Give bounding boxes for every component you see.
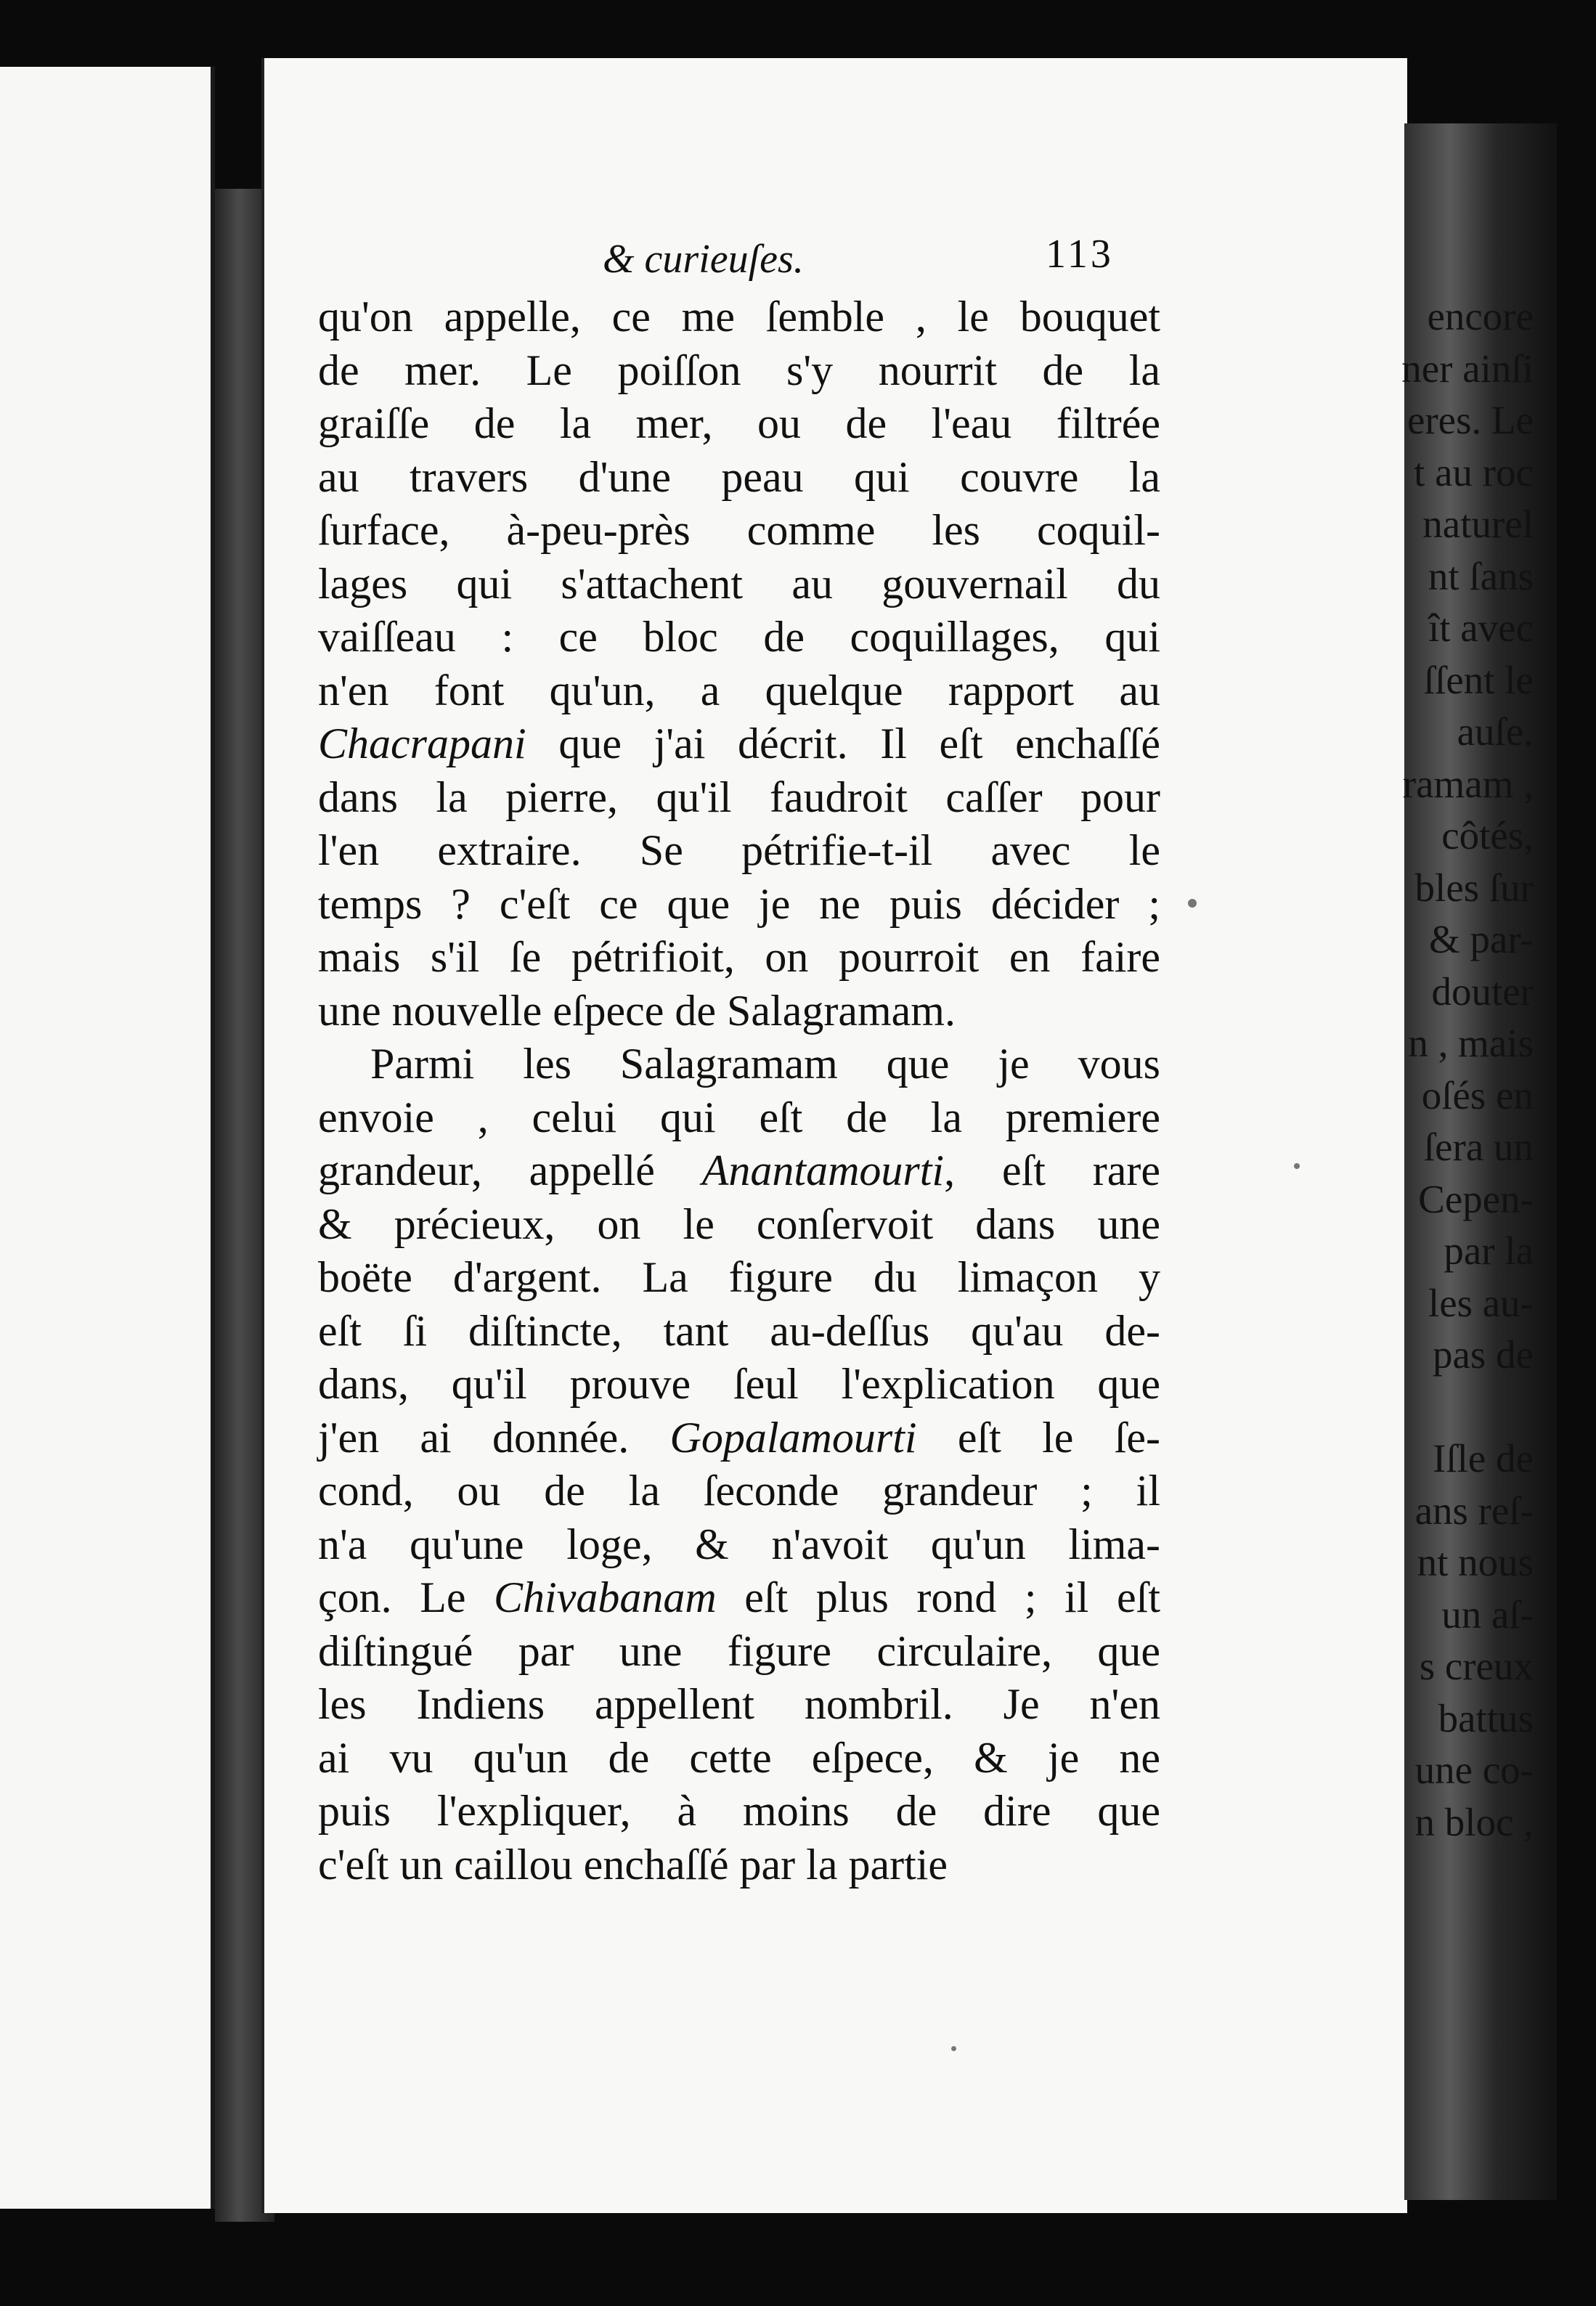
- body-line: n'en font qu'un, a quelque rapport au: [318, 666, 1160, 714]
- body-line: de mer. Le poiſſon s'y nourrit de la: [318, 346, 1160, 394]
- left-text-line: naturel: [1422, 502, 1534, 546]
- body-text: [318, 290, 1160, 1891]
- left-text-line: [1401, 1381, 1534, 1433]
- body-line: & précieux, on le conſervoit dans une: [318, 1199, 1160, 1248]
- body-line: graiſſe de la mer, ou de l'eau filtrée: [318, 399, 1160, 447]
- left-text-line: un aſ-: [1441, 1592, 1534, 1637]
- body-line: c'eſt un caillou enchaſſé par la partie: [318, 1840, 948, 1889]
- body-line: envoie , celui qui eſt de la premiere: [318, 1093, 1160, 1141]
- body-line: grandeur, appellé Anantamourti, eſt rare: [318, 1146, 1160, 1194]
- body-line: boëte d'argent. La figure du limaçon y: [318, 1253, 1160, 1301]
- left-text-line: ſſent le: [1423, 657, 1534, 702]
- body-line: temps ? c'eſt ce que je ne puis décider ;: [318, 879, 1160, 928]
- left-text-line: oſés en: [1421, 1072, 1534, 1117]
- left-text-line: s creux: [1419, 1644, 1534, 1688]
- left-text-line: encore: [1427, 294, 1534, 338]
- body-line: eſt ſi diſtincte, tant au-deſſus qu'au de-: [318, 1306, 1160, 1355]
- left-page-text: [1401, 290, 1534, 1848]
- body-line: çon. Le Chivabanam eſt plus rond ; il eſt: [318, 1573, 1160, 1621]
- left-text-line: auſe.: [1457, 709, 1534, 754]
- body-line: puis l'expliquer, à moins de dire que: [318, 1787, 1160, 1835]
- left-text-line: nt ſans: [1428, 553, 1534, 598]
- body-line: n'a qu'une loge, & n'avoit qu'un lima-: [318, 1520, 1160, 1568]
- body-line: les Indiens appellent nombril. Je n'en: [318, 1680, 1160, 1728]
- italic-name: Gopalamourti: [669, 1413, 917, 1462]
- italic-name: Chivabanam: [494, 1573, 717, 1621]
- body-line: diſtingué par une figure circulaire, que: [318, 1626, 1160, 1675]
- left-text-line: & par-: [1429, 917, 1534, 961]
- ink-speck: [951, 2046, 956, 2051]
- body-line: dans, qu'il prouve ſeul l'explication que: [318, 1360, 1160, 1408]
- italic-name: Chacrapani: [318, 720, 526, 767]
- left-text-line: ſera un: [1423, 1125, 1534, 1169]
- body-line: mais s'il ſe pétrifioit, on pourroit en faire: [318, 933, 1160, 981]
- body-line: Parmi les Salagramam que je vous: [370, 1040, 1160, 1088]
- body-line: Chacrapani que j'ai décrit. Il eſt enchaſſé: [318, 720, 1160, 767]
- left-text-line: t au roc: [1414, 449, 1534, 494]
- body-line: ai vu qu'un de cette eſpece, & je ne: [318, 1733, 1160, 1782]
- body-line: dans la pierre, qu'il faudroit caſſer pour: [318, 773, 1160, 821]
- body-line: ſurface, à-peu-près comme les coquil-: [318, 506, 1160, 554]
- left-text-line: ramam ,: [1402, 761, 1534, 806]
- left-text-line: ner ainſi: [1401, 346, 1534, 391]
- left-text-line: bles ſur: [1414, 865, 1534, 910]
- left-text-line: côtés,: [1441, 813, 1534, 857]
- body-line: cond, ou de la ſeconde grandeur ; il: [318, 1467, 1160, 1515]
- page-number: 113: [1046, 232, 1114, 277]
- left-text-line: par la: [1444, 1229, 1534, 1273]
- ink-speck: [1188, 899, 1197, 908]
- body-line: qu'on appelle, ce me ſemble , le bouquet: [318, 293, 1160, 341]
- left-text-line: ans reſ-: [1414, 1488, 1534, 1533]
- left-text-line: battus: [1438, 1695, 1534, 1740]
- body-line: lages qui s'attachent au gouvernail du: [318, 559, 1160, 608]
- left-text-line: nt nous: [1417, 1540, 1534, 1584]
- left-text-line: Iſle de: [1433, 1436, 1534, 1480]
- body-line: l'en extraire. Se pétrifie-t-il avec le: [318, 826, 1160, 874]
- left-text-line: eres. Le: [1406, 398, 1534, 442]
- left-page: [0, 67, 215, 2209]
- body-line: j'en ai donnée. Gopalamourti eſt le ſe-: [318, 1413, 1160, 1462]
- ink-speck: [1294, 1163, 1300, 1169]
- left-text-line: pas de: [1433, 1332, 1534, 1377]
- running-header: & curieuſes.: [603, 237, 804, 282]
- left-text-line: n , mais: [1408, 1021, 1534, 1065]
- left-text-line: ît avec: [1428, 606, 1534, 650]
- left-text-line: les au-: [1428, 1280, 1534, 1325]
- left-text-line: douter: [1431, 969, 1534, 1014]
- italic-name: Anantamourti: [701, 1146, 945, 1194]
- left-text-line: une co-: [1414, 1748, 1534, 1792]
- left-text-line: Cepen-: [1418, 1176, 1534, 1221]
- body-line: au travers d'une peau qui couvre la: [318, 452, 1160, 501]
- left-text-line: n bloc ,: [1414, 1799, 1534, 1844]
- body-line: vaiſſeau : ce bloc de coquillages, qui: [318, 613, 1160, 661]
- body-line: une nouvelle eſpece de Salagramam.: [318, 986, 956, 1035]
